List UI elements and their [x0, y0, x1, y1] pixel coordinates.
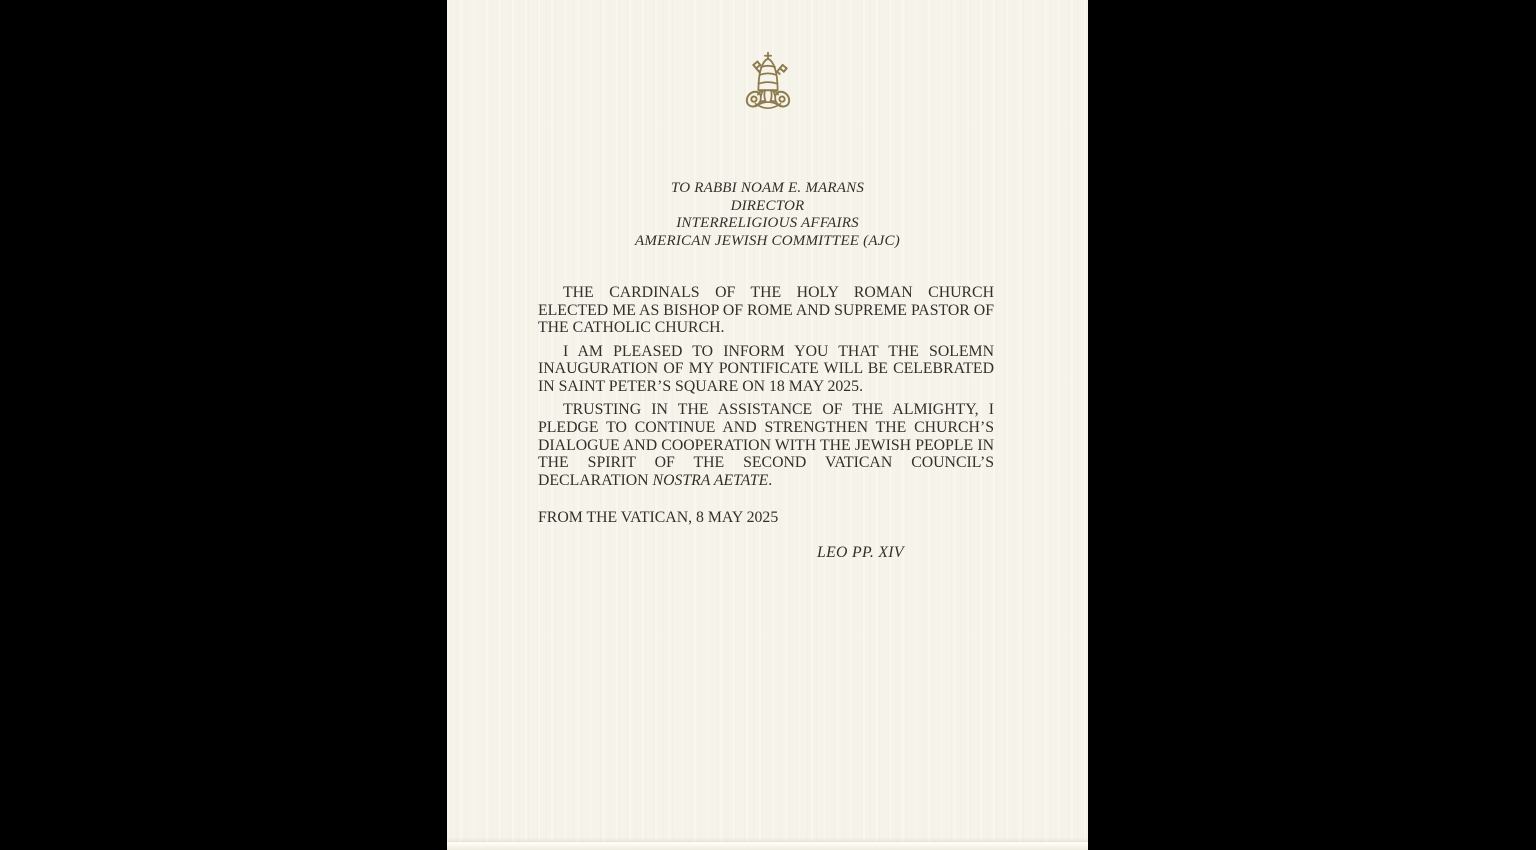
- signature-row: [538, 544, 994, 562]
- addressee-line: INTERRELIGIOUS AFFAIRS: [676, 215, 859, 231]
- letter-body: [538, 284, 994, 490]
- paragraph-text: .: [768, 472, 773, 490]
- dateline: FROM THE VATICAN, 8 MAY 2025: [538, 508, 779, 526]
- addressee-line: AMERICAN JEWISH COMMITTEE (AJC): [635, 232, 900, 249]
- vatican-crest-icon: [724, 50, 812, 120]
- signature: LEO PP. XIV: [817, 543, 904, 561]
- addressee-line: DIRECTOR: [730, 197, 805, 214]
- italic-phrase: NOSTRA AETATE: [652, 472, 769, 490]
- paragraph-text: I AM PLEASED TO INFORM YOU THAT THE SOLEMN INAUGURATION OF MY PONTIFICATE WILL BE CELEBRATED IN SAINT PETER’S SQUARE ON 18 MAY 2025.: [538, 342, 994, 396]
- paragraph-text: THE CARDINALS OF THE HOLY ROMAN CHURCH ELECTED ME AS BISHOP OF ROME AND SUPREME PASTOR OF THE CATHOLIC CHURCH.: [538, 284, 994, 337]
- vatican-crest: [724, 50, 812, 120]
- page-bottom-edge: [447, 842, 1088, 850]
- addressee-line: TO RABBI NOAM E. MARANS: [670, 180, 865, 196]
- addressee-block: [447, 180, 1088, 250]
- letter-paragraph: [538, 284, 994, 337]
- paragraph-text: TRUSTING IN THE ASSISTANCE OF THE ALMIGHTY, I PLEDGE TO CONTINUE AND STRENGTHEN THE CHURCH’S DIALOGUE AND COOPERATION WITH THE JEWISH PEOPLE IN THE SPIRIT OF THE SECOND VATICAN COUNCIL’S DECLARATION: [538, 401, 994, 490]
- letter-paragraph: [538, 343, 994, 396]
- letter-paragraph: [538, 401, 994, 490]
- letter-page: [447, 0, 1088, 850]
